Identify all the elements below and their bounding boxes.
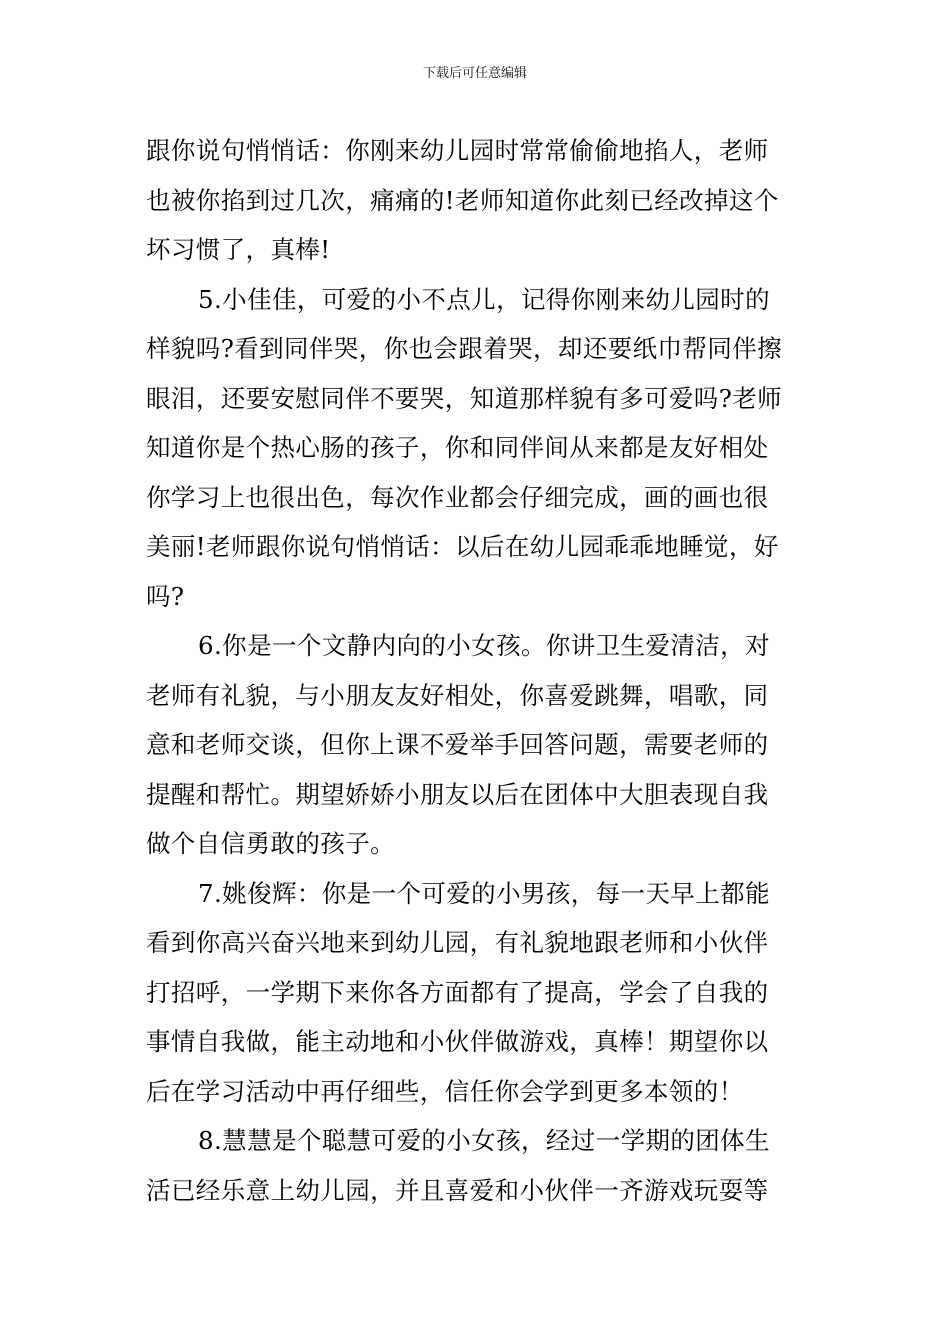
text-line: 事情自我做，能主动地和小伙伴做游戏，真棒！期望你以 bbox=[146, 1027, 769, 1056]
text-line: 看到你高兴奋兴地来到幼儿园，有礼貌地跟老师和小伙伴 bbox=[146, 928, 769, 957]
text-line: 你学习上也很出色，每次作业都会仔细完成，画的画也很 bbox=[146, 482, 769, 512]
text-line: 眼泪，还要安慰同伴不要哭，知道那样貌有多可爱吗?老师 bbox=[146, 383, 783, 413]
text-line: 活已经乐意上幼儿园，并且喜爱和小伙伴一齐游戏玩耍等 bbox=[146, 1175, 769, 1205]
text-line: 坏习惯了，真棒! bbox=[146, 235, 331, 264]
text-line: 样貌吗?看到同伴哭，你也会跟着哭，却还要纸巾帮同伴擦 bbox=[146, 334, 783, 363]
header-note: 下载后可任意编辑 bbox=[422, 66, 527, 81]
text-line: 意和老师交谈，但你上课不爱举手回答问题，需要老师的 bbox=[146, 730, 769, 759]
text-line: 美丽!老师跟你说句悄悄话：以后在幼儿园乖乖地睡觉，好 bbox=[146, 532, 779, 561]
text-line: 打招呼，一学期下来你各方面都有了提高，学会了自我的 bbox=[146, 977, 769, 1007]
text-line: 后在学习活动中再仔细些，信任你会学到更多本领的！ bbox=[146, 1076, 744, 1106]
paragraph-first-line: 8.慧慧是个聪慧可爱的小女孩，经过一学期的团体生 bbox=[198, 1126, 770, 1155]
text-line: 跟你说句悄悄话：你刚来幼儿园时常常偷偷地掐人，老师 bbox=[146, 136, 769, 165]
document-body bbox=[146, 126, 808, 1215]
text-line: 老师有礼貌，与小朋友友好相处，你喜爱跳舞，唱歌，同 bbox=[146, 680, 769, 710]
paragraph-first-line: 6.你是一个文静内向的小女孩。你讲卫生爱清洁，对 bbox=[198, 631, 770, 660]
text-line: 吗? bbox=[146, 581, 185, 611]
paragraph-first-line: 5.小佳佳，可爱的小不点儿，记得你刚来幼儿园时的 bbox=[198, 284, 770, 314]
text-line: 也被你掐到过几次，痛痛的!老师知道你此刻已经改掉这个 bbox=[146, 185, 779, 215]
text-line: 知道你是个热心肠的孩子，你和同伴间从来都是友好相处 bbox=[146, 433, 769, 462]
text-line: 提醒和帮忙。期望娇娇小朋友以后在团体中大胆表现自我 bbox=[146, 779, 769, 809]
paragraph-first-line: 7.姚俊辉：你是一个可爱的小男孩，每一天早上都能 bbox=[198, 878, 770, 908]
text-line: 做个自信勇敢的孩子。 bbox=[146, 829, 395, 858]
